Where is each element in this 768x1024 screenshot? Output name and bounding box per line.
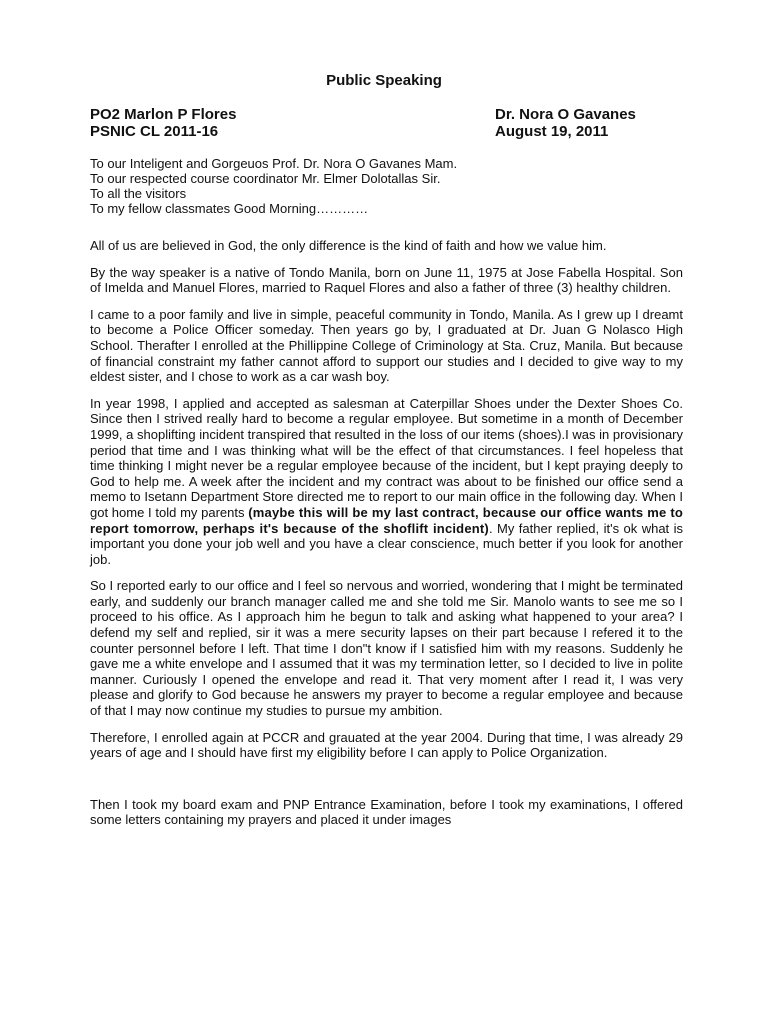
document-body: [90, 238, 683, 839]
recipient-name: Dr. Nora O Gavanes: [495, 106, 636, 123]
paragraph-graduation: Therefore, I enrolled again at PCCR and grauated at the year 2004. During that time, I was already 29 years of age and I should have first my eligibility before I can apply to Police Organization.: [90, 729, 683, 761]
document-date: August 19, 2011: [495, 123, 609, 140]
salutation-block: [90, 156, 683, 216]
document-title: Public Speaking: [326, 72, 442, 89]
paragraph-exam: Then I took my board exam and PNP Entrance Examination, before I took my examinations, I offered some letters containing my prayers and placed it under images: [90, 796, 683, 828]
document-header: [90, 106, 683, 140]
salutation-line: To my fellow classmates Good Morning…………: [90, 201, 369, 216]
paragraph-employment: [90, 396, 683, 568]
header-row-2: [90, 123, 683, 140]
salutation-line: To all the visitors: [90, 186, 187, 201]
paragraph-childhood: I came to a poor family and live in simple, peaceful community in Tondo, Manila. As I grew up I dreamt to become a Police Officer someday. Then years go by, I graduated at Dr. Juan G Nolasco High School. Therafter I enrolled at the Phillippine College of Criminology at Sta. Cruz, Manila. But because of financial constraint my father cannot afford to support our studies and I decided to give way to my eldest sister, and I chose to work as a car wash boy.: [90, 306, 683, 385]
employment-text: In year 1998, I applied and accepted as salesman at Caterpillar Shoes under the Dexter Shoes Co. Since then I strived really hard to become a regular employee. But sometime in a month of December 1999, a shoplifting incident transpired that resulted in the loss of our items (shoes).I was in provisionary period that time and I was thinking what will be the effect of that circumstances. I feel hopeless that time thinking I might never be a regular employee because of the incident, but I kept praying deeply to God to help me. A week after the incident and my contract was about to be finished our office send a memo to Isetann Department Store directed me to report to our main office in the following day. When I got home I told my parents: [90, 395, 683, 520]
employment-emphasis: (maybe this will be my last contract, because our office wants me to report tomorrow, perhaps it's because of the shoflift incident): [90, 504, 684, 536]
author-name: PO2 Marlon P Flores: [90, 106, 237, 123]
author-class: PSNIC CL 2011-16: [90, 123, 219, 140]
paragraph-envelope: So I reported early to our office and I feel so nervous and worried, wondering that I might be terminated early, and suddenly our branch manager called me and she told me Sir. Manolo wants to see me so I proceed to his office. As I approach him he begun to talk and asking what happened to your area? I defend my self and replied, sir it was a mere security lapses on their part because I refered it to the counter personnel before I left. That time I don"t know if I satisfied him with my reasons. Suddenly he gave me a white envelope and I assumed that it was my termination letter, so I decided to live in polite manner. Curiously I opened the envelope and read it. That very moment after I read it, I was very please and glorify to God because he answers my prayer to become a regular employee and because of that I may now continue my studies to pursue my ambition.: [90, 578, 683, 719]
salutation-line: To our Inteligent and Gorgeuos Prof. Dr. Nora O Gavanes Mam.: [90, 156, 458, 171]
employment-text-end: . My father replied, it's ok what is important you done your job well and you have a clear conscience, much better if you look for another job.: [90, 520, 684, 567]
paragraph-faith: All of us are believed in God, the only difference is the kind of faith and how we value him.: [90, 238, 607, 253]
paragraph-birth: By the way speaker is a native of Tondo Manila, born on June 11, 1975 at Jose Fabella Hospital. Son of Imelda and Manuel Flores, married to Raquel Flores and also a father of three (3) healthy children.: [90, 264, 683, 296]
header-row-1: [90, 106, 683, 123]
salutation-line: To our respected course coordinator Mr. Elmer Dolotallas Sir.: [90, 171, 441, 186]
